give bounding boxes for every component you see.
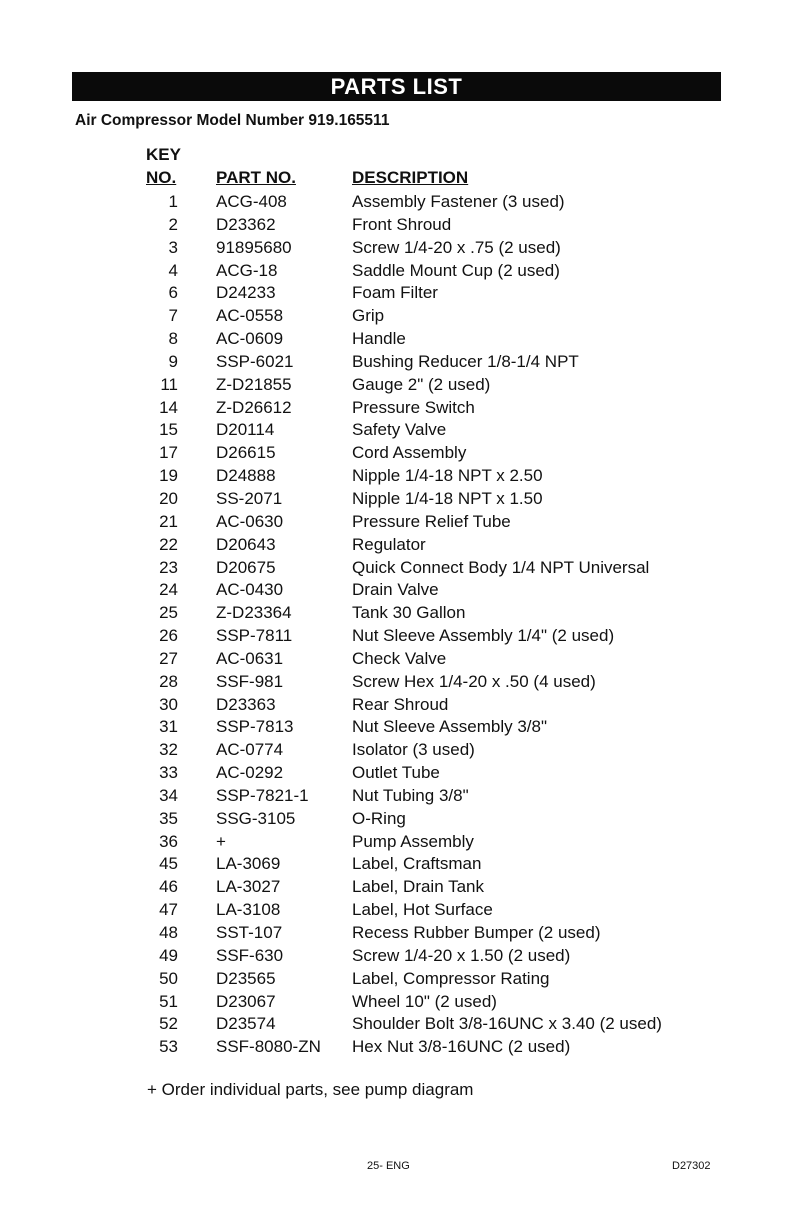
part-description: Screw 1/4-20 x .75 (2 used) — [352, 237, 561, 257]
table-row — [146, 785, 746, 808]
key-number: 52 — [159, 1014, 178, 1034]
part-number: AC-0631 — [216, 648, 284, 668]
header-key: KEY — [146, 145, 181, 164]
part-description: Pressure Switch — [352, 397, 475, 417]
table-row — [146, 214, 746, 237]
table-row — [146, 671, 746, 694]
part-description: Label, Drain Tank — [352, 877, 484, 897]
key-number: 35 — [159, 808, 178, 828]
key-number: 24 — [159, 580, 178, 600]
part-description: Recess Rubber Bumper (2 used) — [352, 923, 601, 942]
table-row — [146, 1036, 746, 1059]
key-number: 7 — [168, 306, 178, 326]
part-description: Nut Tubing 3/8" — [352, 785, 469, 805]
part-number: Z-D23364 — [216, 603, 292, 623]
part-description: Drain Valve — [352, 580, 439, 600]
part-description: Bushing Reducer 1/8-1/4 NPT — [352, 351, 579, 371]
table-row — [146, 305, 746, 328]
part-number: D20114 — [216, 420, 275, 440]
table-row — [146, 1013, 746, 1036]
table-row — [146, 853, 746, 876]
key-number: 11 — [160, 374, 178, 394]
part-description: Hex Nut 3/8-16UNC (2 used) — [352, 1037, 571, 1057]
part-description: Label, Hot Surface — [352, 900, 493, 920]
table-row — [146, 282, 746, 305]
part-number: D23363 — [216, 694, 276, 714]
table-row — [146, 488, 746, 511]
header-description: DESCRIPTION — [352, 168, 469, 187]
part-number: D20675 — [216, 557, 276, 577]
table-row — [146, 191, 746, 214]
part-number: AC-0609 — [216, 329, 284, 349]
key-number: 17 — [159, 443, 178, 463]
table-row — [146, 442, 746, 465]
part-number: D24888 — [216, 466, 276, 486]
table-row — [146, 351, 746, 374]
table-row — [146, 557, 746, 580]
table-row — [146, 625, 746, 648]
key-number: 26 — [159, 626, 178, 646]
part-number: SSF-630 — [216, 945, 284, 965]
part-number: SSP-7813 — [216, 717, 294, 737]
key-number: 33 — [159, 763, 178, 783]
page-title: PARTS LIST — [72, 72, 721, 101]
table-row — [146, 648, 746, 671]
part-description: Front Shroud — [352, 214, 452, 234]
part-number: AC-0430 — [216, 580, 284, 600]
table-row — [146, 876, 746, 899]
part-number: SSF-8080-ZN — [216, 1037, 321, 1057]
part-description: Shoulder Bolt 3/8-16UNC x 3.40 (2 used) — [352, 1014, 662, 1034]
key-number: 3 — [168, 237, 178, 257]
part-description: Saddle Mount Cup (2 used) — [352, 260, 560, 280]
key-number: 1 — [168, 192, 178, 211]
key-number: 9 — [168, 351, 178, 371]
table-row — [146, 260, 746, 283]
part-description: O-Ring — [352, 808, 406, 828]
part-description: Foam Filter — [352, 283, 438, 303]
part-number: AC-0292 — [216, 763, 284, 783]
part-number: AC-0558 — [216, 306, 284, 326]
key-number: 28 — [159, 671, 178, 691]
table-row — [146, 328, 746, 351]
table-row — [146, 694, 746, 717]
part-description: Pressure Relief Tube — [352, 511, 511, 531]
table-row — [146, 374, 746, 397]
part-description: Check Valve — [352, 648, 447, 668]
header-part-no: PART NO. — [216, 168, 296, 187]
table-row — [146, 237, 746, 260]
part-description: Outlet Tube — [352, 763, 440, 783]
part-number: Z-D21855 — [216, 374, 292, 394]
part-description: Safety Valve — [352, 420, 447, 440]
part-number: LA-3069 — [216, 854, 281, 874]
header-no: NO. — [146, 168, 177, 187]
key-number: 23 — [159, 557, 178, 577]
part-description: Wheel 10" (2 used) — [352, 991, 497, 1011]
key-number: 51 — [159, 991, 178, 1011]
key-number: 15 — [159, 420, 178, 440]
table-row — [146, 716, 746, 739]
part-description: Assembly Fastener (3 used) — [352, 192, 565, 211]
table-row — [146, 511, 746, 534]
part-number: SS-2071 — [216, 488, 283, 508]
part-description: Screw 1/4-20 x 1.50 (2 used) — [352, 945, 571, 965]
part-description: Screw Hex 1/4-20 x .50 (4 used) — [352, 671, 596, 691]
key-number: 49 — [159, 945, 178, 965]
part-number: LA-3027 — [216, 877, 281, 897]
part-number: AC-0630 — [216, 511, 284, 531]
part-number: SSP-7811 — [216, 626, 293, 646]
key-number: 19 — [159, 466, 178, 486]
key-number: 31 — [159, 717, 178, 737]
table-row — [146, 579, 746, 602]
table-row — [146, 762, 746, 785]
table-row — [146, 465, 746, 488]
part-description: Regulator — [352, 534, 426, 554]
part-number: D24233 — [216, 283, 276, 303]
key-number: 34 — [159, 785, 178, 805]
key-number: 36 — [159, 831, 178, 851]
key-number: 48 — [159, 923, 178, 942]
part-description: Quick Connect Body 1/4 NPT Universal — [352, 557, 650, 577]
part-description: Label, Compressor Rating — [352, 968, 550, 988]
document-code: D27302 — [672, 1160, 711, 1172]
part-description: Cord Assembly — [352, 443, 467, 463]
part-description: Gauge 2" (2 used) — [352, 374, 491, 394]
part-number: SSG-3105 — [216, 808, 296, 828]
part-description: Handle — [352, 329, 406, 349]
part-number: D26615 — [216, 443, 276, 463]
part-number: D23574 — [216, 1014, 276, 1034]
table-row — [146, 968, 746, 991]
key-number: 22 — [159, 534, 178, 554]
footnote: + Order individual parts, see pump diagram — [147, 1080, 474, 1099]
key-number: 25 — [159, 603, 178, 623]
parts-table — [146, 191, 746, 1059]
part-number: ACG-18 — [216, 260, 278, 280]
table-row — [146, 831, 746, 854]
key-number: 30 — [159, 694, 178, 714]
part-number: 91895680 — [216, 237, 292, 257]
key-number: 4 — [168, 260, 178, 280]
key-number: 47 — [159, 900, 178, 920]
part-description: Grip — [352, 306, 385, 326]
part-description: Nipple 1/4-18 NPT x 1.50 — [352, 488, 543, 508]
part-description: Tank 30 Gallon — [352, 603, 466, 623]
key-number: 14 — [159, 397, 178, 417]
model-number-line: Air Compressor Model Number 919.165511 — [75, 112, 390, 129]
table-row — [146, 419, 746, 442]
part-number: + — [216, 831, 226, 851]
table-row — [146, 991, 746, 1014]
key-number: 20 — [159, 488, 178, 508]
key-number: 27 — [159, 648, 178, 668]
key-number: 21 — [159, 511, 178, 531]
part-description: Nut Sleeve Assembly 3/8" — [352, 717, 548, 737]
part-number: LA-3108 — [216, 900, 281, 920]
key-number: 53 — [159, 1037, 178, 1057]
part-number: D23565 — [216, 968, 276, 988]
part-number: SST-107 — [216, 923, 283, 942]
key-number: 50 — [159, 968, 178, 988]
part-number: D20643 — [216, 534, 276, 554]
key-number: 45 — [159, 854, 178, 874]
part-number: AC-0774 — [216, 740, 284, 760]
part-description: Label, Craftsman — [352, 854, 482, 874]
part-description: Nipple 1/4-18 NPT x 2.50 — [352, 466, 543, 486]
key-number: 46 — [159, 877, 178, 897]
table-row — [146, 534, 746, 557]
part-number: SSP-7821-1 — [216, 785, 309, 805]
table-row — [146, 602, 746, 625]
table-row — [146, 922, 746, 945]
table-row — [146, 945, 746, 968]
table-row — [146, 397, 746, 420]
part-number: D23362 — [216, 214, 276, 234]
key-number: 32 — [159, 740, 178, 760]
key-number: 8 — [168, 329, 178, 349]
key-number: 2 — [168, 214, 178, 234]
part-number: Z-D26612 — [216, 397, 292, 417]
table-row — [146, 739, 746, 762]
part-number: D23067 — [216, 991, 276, 1011]
page-number: 25- ENG — [367, 1160, 410, 1172]
table-row — [146, 899, 746, 922]
part-number: SSP-6021 — [216, 351, 294, 371]
key-number: 6 — [168, 283, 178, 303]
part-number: SSF-981 — [216, 671, 284, 691]
part-description: Isolator (3 used) — [352, 740, 475, 760]
part-description: Nut Sleeve Assembly 1/4" (2 used) — [352, 626, 615, 646]
table-row — [146, 808, 746, 831]
part-number: ACG-408 — [216, 192, 287, 211]
part-description: Pump Assembly — [352, 831, 474, 851]
part-description: Rear Shroud — [352, 694, 449, 714]
